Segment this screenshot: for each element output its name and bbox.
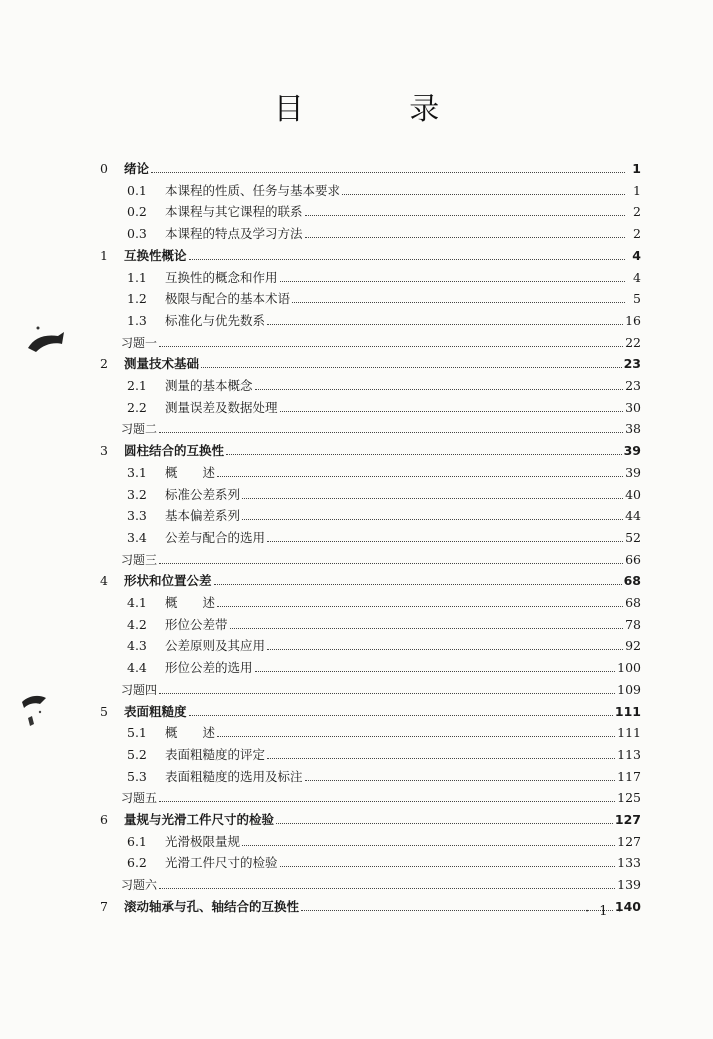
toc-entry-number: 7 xyxy=(100,898,108,914)
toc-entry-title: 公差原则及其应用 xyxy=(165,638,266,654)
toc-entry-title: 表面粗糙度的评定 xyxy=(165,746,266,762)
dot-leader xyxy=(201,367,622,368)
toc-page-number: 5 xyxy=(633,291,641,307)
toc-exercise-row[interactable] xyxy=(121,546,641,568)
toc-section-row[interactable] xyxy=(127,719,641,741)
toc-page-number: 44 xyxy=(625,508,641,524)
toc-section-row[interactable] xyxy=(127,654,641,676)
dot-leader xyxy=(255,389,624,390)
toc-section-row[interactable] xyxy=(127,198,641,220)
toc-entry-title: 概 述 xyxy=(165,464,216,480)
toc-entry-title: 互换性概论 xyxy=(124,247,187,263)
toc-page-number: 16 xyxy=(625,312,641,328)
toc-entry-number: 6 xyxy=(100,812,108,827)
toc-page-number: 2 xyxy=(633,226,641,242)
toc-entry-number: 5.2 xyxy=(127,746,147,762)
toc-page-number: 113 xyxy=(617,746,641,762)
toc-entry-title: 习题一 xyxy=(121,335,158,350)
toc-entry-title: 形位公差的选用 xyxy=(165,660,253,676)
toc-entry-number: 1 xyxy=(100,247,108,263)
toc-entry-number: 0.3 xyxy=(127,226,147,242)
toc-chapter-row[interactable] xyxy=(100,893,641,915)
toc-entry-title: 绪论 xyxy=(124,161,150,176)
dot-leader xyxy=(280,866,616,867)
dot-leader xyxy=(217,476,623,477)
toc-section-row[interactable] xyxy=(127,849,641,871)
toc-section-row[interactable] xyxy=(127,307,641,329)
toc-entry-number: 4.3 xyxy=(127,638,147,654)
toc-page-number: 111 xyxy=(617,725,641,741)
toc-page-number: 52 xyxy=(625,529,641,545)
toc-entry-title: 极限与配合的基本术语 xyxy=(165,291,291,307)
toc-entry-title: 测量的基本概念 xyxy=(165,378,253,393)
toc-entry-number: 1.3 xyxy=(127,312,147,328)
toc-entry-title: 概 述 xyxy=(165,595,216,610)
toc-entry-title: 标准公差系列 xyxy=(165,486,241,502)
dot-leader xyxy=(280,281,625,282)
toc-entry-title: 形位公差带 xyxy=(165,616,228,632)
toc-entry-number: 4.1 xyxy=(127,595,147,610)
dot-leader xyxy=(280,411,624,412)
toc-page-number: 4 xyxy=(633,269,641,285)
dot-leader xyxy=(267,649,623,650)
toc-page-number: 127 xyxy=(617,833,641,849)
dot-leader xyxy=(267,758,615,759)
toc-entry-number: 4.4 xyxy=(127,660,147,676)
toc-section-row[interactable] xyxy=(127,828,641,850)
toc-section-row[interactable] xyxy=(127,524,641,546)
toc-entry-title: 习题三 xyxy=(121,552,158,567)
dot-leader xyxy=(159,888,615,889)
toc-section-row[interactable] xyxy=(127,763,641,785)
scan-speck-icon xyxy=(18,690,52,740)
toc-page-number: 78 xyxy=(625,616,641,632)
toc-page-number: 125 xyxy=(617,790,641,806)
dot-leader xyxy=(151,172,625,173)
toc-page-number: 40 xyxy=(625,486,641,502)
toc-chapter-row[interactable] xyxy=(100,698,641,720)
dot-leader xyxy=(305,215,625,216)
dot-leader xyxy=(159,801,615,802)
dot-leader xyxy=(242,498,623,499)
toc-entry-number: 1.2 xyxy=(127,291,147,307)
toc-exercise-row[interactable] xyxy=(121,676,641,698)
toc-page-number: 139 xyxy=(617,877,641,893)
toc-entry-title: 本课程与其它课程的联系 xyxy=(165,204,303,220)
page-number: · 1 · xyxy=(585,904,625,919)
toc-section-row[interactable] xyxy=(127,459,641,481)
toc-entry-title: 习题六 xyxy=(121,878,158,893)
toc-entry-number: 3.3 xyxy=(127,508,147,524)
dot-leader xyxy=(305,237,625,238)
toc-entry-number: 6.2 xyxy=(127,855,147,871)
toc-page-number: 127 xyxy=(614,812,641,827)
dot-leader xyxy=(267,541,623,542)
toc-page-number: 22 xyxy=(625,334,641,350)
toc-entry-title: 测量技术基础 xyxy=(124,356,200,372)
toc-entry-title: 量规与光滑工件尺寸的检验 xyxy=(124,812,275,827)
toc-entry-title: 本课程的特点及学习方法 xyxy=(165,226,303,242)
dot-leader xyxy=(189,259,625,260)
toc-entry-number: 4.2 xyxy=(127,616,147,632)
toc-entry-title: 标准化与优先数系 xyxy=(165,312,266,328)
toc-entry-title: 光滑极限量规 xyxy=(165,833,241,849)
toc-entry-number: 5 xyxy=(100,703,108,719)
toc-entry-number: 3.1 xyxy=(127,464,147,480)
toc-entry-number: 0.2 xyxy=(127,204,147,220)
dot-leader xyxy=(242,845,615,846)
toc-chapter-row[interactable] xyxy=(100,437,641,459)
toc-entry-number: 4 xyxy=(100,573,108,589)
toc-entry-number: 3 xyxy=(100,443,108,459)
dot-leader xyxy=(267,324,623,325)
toc-section-row[interactable] xyxy=(127,177,641,199)
toc-chapter-row[interactable] xyxy=(100,155,641,177)
dot-leader xyxy=(342,194,625,195)
toc-chapter-row[interactable] xyxy=(100,242,641,264)
toc-page-number: 117 xyxy=(617,768,641,784)
dot-leader xyxy=(189,715,613,716)
toc-section-row[interactable] xyxy=(127,741,641,763)
toc-page-number: 4 xyxy=(632,247,641,263)
toc-entry-title: 互换性的概念和作用 xyxy=(165,269,278,285)
dot-leader xyxy=(292,302,625,303)
toc-page-number: 23 xyxy=(625,378,641,393)
toc-entry-number: 3.2 xyxy=(127,486,147,502)
scan-speck-icon xyxy=(24,320,72,360)
toc-page-number: 38 xyxy=(625,421,641,437)
toc-entry-title: 形状和位置公差 xyxy=(124,573,212,589)
toc-chapter-row[interactable] xyxy=(100,350,641,372)
toc-entry-number: 2.2 xyxy=(127,399,147,415)
toc-section-row[interactable] xyxy=(127,632,641,654)
toc-page-number: 140 xyxy=(614,898,641,914)
toc-entry-title: 本课程的性质、任务与基本要求 xyxy=(165,182,341,198)
toc-entry-number: 5.1 xyxy=(127,725,147,741)
toc-entry-title: 圆柱结合的互换性 xyxy=(124,443,225,459)
dot-leader xyxy=(230,628,624,629)
toc-exercise-row[interactable] xyxy=(121,784,641,806)
toc-exercise-row[interactable] xyxy=(121,871,641,893)
toc-exercise-row[interactable] xyxy=(121,329,641,351)
toc-section-row[interactable] xyxy=(127,611,641,633)
dot-leader xyxy=(159,693,615,694)
toc-page-number: 2 xyxy=(633,204,641,220)
toc-entry-number: 2 xyxy=(100,356,108,372)
toc-page-number: 68 xyxy=(625,595,641,610)
toc-section-row[interactable] xyxy=(127,220,641,242)
toc-section-row[interactable] xyxy=(127,372,641,394)
toc-page-number: 30 xyxy=(625,399,641,415)
toc-entry-title: 公差与配合的选用 xyxy=(165,529,266,545)
toc-chapter-row[interactable] xyxy=(100,806,641,828)
toc-entry-title: 习题二 xyxy=(121,422,158,437)
toc-page-number: 39 xyxy=(623,443,641,459)
toc-page-number: 66 xyxy=(625,551,641,567)
dot-leader xyxy=(159,563,623,564)
dot-leader xyxy=(255,671,616,672)
toc-page-number: 111 xyxy=(614,703,641,719)
dot-leader xyxy=(214,584,622,585)
toc-entry-title: 表面粗糙度的选用及标注 xyxy=(165,768,303,784)
toc-entry-title: 基本偏差系列 xyxy=(165,508,241,524)
toc-page-number: 1 xyxy=(633,182,641,198)
toc-entry-title: 测量误差及数据处理 xyxy=(165,399,278,415)
toc-entry-title: 表面粗糙度 xyxy=(124,703,187,719)
dot-leader xyxy=(217,606,623,607)
toc-page-number: 39 xyxy=(625,464,641,480)
toc-exercise-row[interactable] xyxy=(121,415,641,437)
dot-leader xyxy=(159,346,623,347)
toc-page-number: 109 xyxy=(617,681,641,697)
page-title: 目 录 xyxy=(273,92,488,127)
dot-leader xyxy=(159,432,623,433)
toc-entry-title: 光滑工件尺寸的检验 xyxy=(165,855,278,871)
toc-page-number: 92 xyxy=(625,638,641,654)
toc-page-number: 1 xyxy=(632,161,641,176)
toc-entry-title: 习题四 xyxy=(121,682,158,697)
toc-section-row[interactable] xyxy=(127,264,641,286)
toc-section-row[interactable] xyxy=(127,502,641,524)
toc-section-row[interactable] xyxy=(127,589,641,611)
toc-page-number: 100 xyxy=(617,660,641,676)
toc-entry-number: 0 xyxy=(100,161,108,176)
toc-entry-title: 习题五 xyxy=(121,791,158,806)
toc-section-row[interactable] xyxy=(127,481,641,503)
toc-entry-number: 1.1 xyxy=(127,269,147,285)
dot-leader xyxy=(242,519,623,520)
toc-entry-number: 2.1 xyxy=(127,378,147,393)
toc-entry-number: 3.4 xyxy=(127,529,147,545)
toc-section-row[interactable] xyxy=(127,285,641,307)
toc-entry-number: 6.1 xyxy=(127,833,147,849)
toc-section-row[interactable] xyxy=(127,394,641,416)
toc-chapter-row[interactable] xyxy=(100,567,641,589)
dot-leader xyxy=(305,780,616,781)
toc-page-number: 23 xyxy=(623,356,641,372)
toc-entry-title: 滚动轴承与孔、轴结合的互换性 xyxy=(124,898,300,914)
dot-leader xyxy=(226,454,622,455)
dot-leader xyxy=(217,736,615,737)
dot-leader xyxy=(276,823,613,824)
toc-page-number: 68 xyxy=(623,573,641,589)
toc-page-number: 133 xyxy=(617,855,641,871)
toc-entry-number: 0.1 xyxy=(127,182,147,198)
dot-leader xyxy=(301,910,613,911)
toc-entry-number: 5.3 xyxy=(127,768,147,784)
toc-entry-title: 概 述 xyxy=(165,725,216,741)
